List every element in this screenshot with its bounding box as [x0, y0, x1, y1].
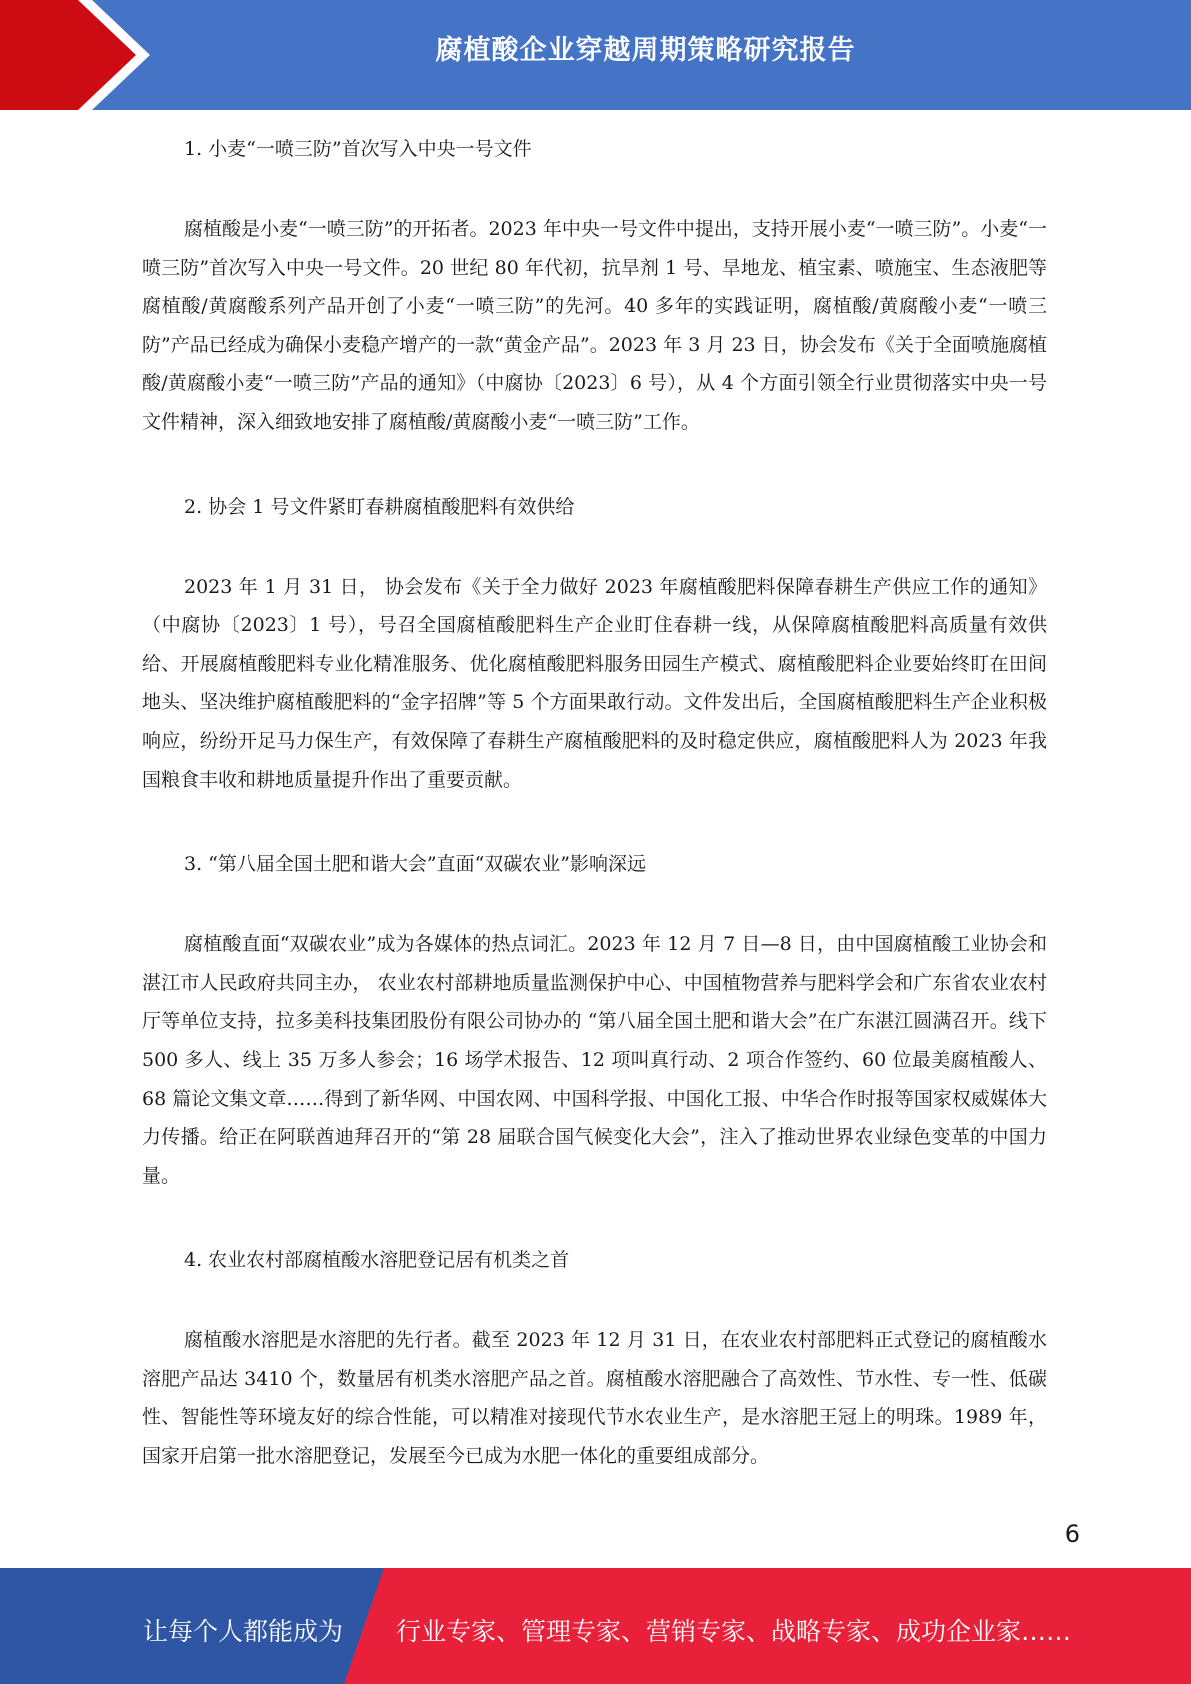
section-1-heading: 1. 小麦“一喷三防”首次写入中央一号文件	[184, 138, 532, 160]
page-footer	[0, 1568, 1191, 1684]
section-3-paragraph: 腐植酸直面“双碳农业”成为各媒体的热点词汇。2023 年 12 月 7 日—8 日，由中国腐植酸工业协会和湛江市人民政府共同主办， 农业农村部耕地质量监测保护中心、中国植物营养与肥料学会和广东省农业农村厅等单位支持，拉多美科技集团股份有限公司协办的 “第八届全国土肥和谐大会”在广东湛江圆满召开。线下 500 多人、线上 35 万多人参会；16 场学术报告、12 项叫真行动、2 项合作签约、60 位最美腐植酸人、68 篇论文集文章……得到了新华网、中国农网、中国科学报、中国化工报、中华合作时报等国家权威媒体大力传播。给正在阿联酋迪拜召开的“第 28 届联合国气候变化大会”，注入了推动世界农业绿色变革的中国力量。	[142, 933, 1047, 1187]
section-4-heading: 4. 农业农村部腐植酸水溶肥登记居有机类之首	[184, 1249, 570, 1272]
page-header	[0, 0, 1191, 110]
section-2-heading: 2. 协会 1 号文件紧盯春耕腐植酸肥料有效供给	[184, 495, 575, 518]
footer-slogan-left: 让每个人都能成为	[143, 1617, 344, 1646]
section-2-paragraph: 2023 年 1 月 31 日， 协会发布《关于全力做好 2023 年腐植酸肥料保障春耕生产供应工作的通知》（中腐协〔2023〕1 号），号召全国腐植酸肥料生产企业盯住春耕一线，从保障腐植酸肥料高质量有效供给、开展腐植酸肥料专业化精准服务、优化腐植酸肥料服务田园生产模式、腐植酸肥料企业要始终盯在田间地头、坚决维护腐植酸肥料的“金字招牌”等 5 个方面果敢行动。文件发出后，全国腐植酸肥料生产企业积极响应，纷纷开足马力保生产，有效保障了春耕生产腐植酸肥料的及时稳定供应，腐植酸肥料人为 2023 年我国粮食丰收和耕地质量提升作出了重要贡献。	[142, 575, 1047, 791]
page-number: 6	[1064, 1520, 1080, 1548]
section-4-paragraph: 腐植酸水溶肥是水溶肥的先行者。截至 2023 年 12 月 31 日，在农业农村部肥料正式登记的腐植酸水溶肥产品达 3410 个，数量居有机类水溶肥产品之首。腐植酸水溶肥融合了高效性、节水性、专一性、低碳性、智能性等环境友好的综合性能，可以精准对接现代节水农业生产，是水溶肥王冠上的明珠。1989 年，国家开启第一批水溶肥登记，发展至今已成为水肥一体化的重要组成部分。	[142, 1329, 1047, 1468]
document-body	[142, 136, 1047, 1476]
header-title: 腐植酸企业穿越周期策略研究报告	[435, 35, 856, 66]
section-3-heading: 3. “第八届全国土肥和谐大会”直面“双碳农业”影响深远	[184, 853, 647, 876]
footer-slogan-right: 行业专家、管理专家、营销专家、战略专家、成功企业家……	[396, 1617, 1072, 1646]
section-1-paragraph: 腐植酸是小麦“一喷三防”的开拓者。2023 年中央一号文件中提出，支持开展小麦“一喷三防”。小麦“一喷三防”首次写入中央一号文件。20 世纪 80 年代初，抗旱剂 1 号、旱地龙、植宝素、喷施宝、生态液肥等腐植酸/黄腐酸系列产品开创了小麦“一喷三防”的先河。40 多年的实践证明，腐植酸/黄腐酸小麦“一喷三防”产品已经成为确保小麦稳产增产的一款“黄金产品”。2023 年 3 月 23 日，协会发布《关于全面喷施腐植酸/黄腐酸小麦“一喷三防”产品的通知》（中腐协〔2023〕6 号），从 4 个方面引领全行业贯彻落实中央一号文件精神，深入细致地安排了腐植酸/黄腐酸小麦“一喷三防”工作。	[142, 218, 1047, 433]
